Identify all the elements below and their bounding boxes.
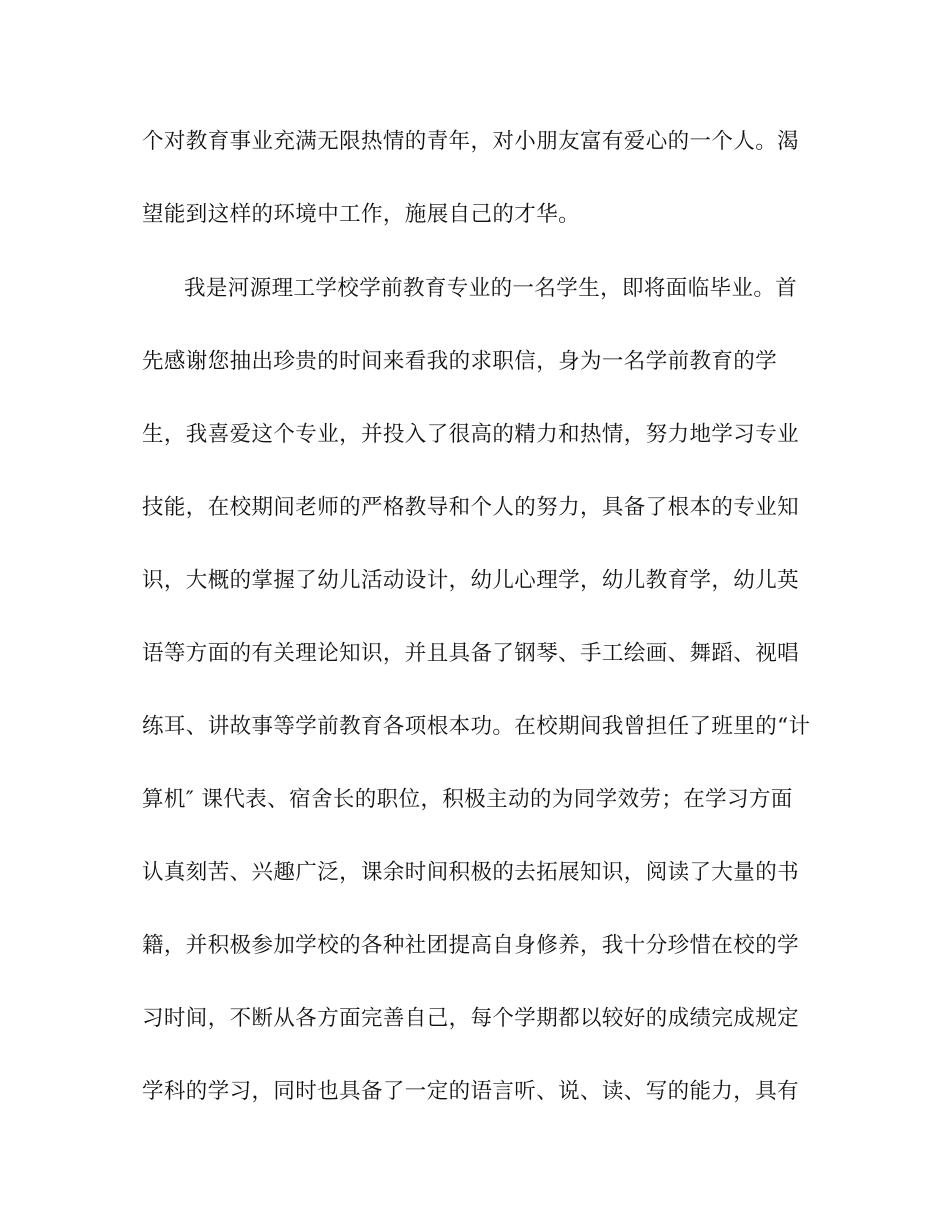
- text-line: 语等方面的有关理论知识，并且具备了钢琴、手工绘画、舞蹈、视唱: [142, 641, 800, 666]
- text-line: 先感谢您抽出珍贵的时间来看我的求职信，身为一名学前教育的学: [142, 349, 778, 374]
- text-line: 算机″ 课代表、宿舍长的职位，积极主动的为同学效劳；在学习方面: [142, 787, 793, 812]
- text-line: 个对教育事业充满无限热情的青年，对小朋友富有爱心的一个人。渴: [142, 129, 800, 154]
- text-line: 识，大概的掌握了幼儿活动设计，幼儿心理学，幼儿教育学，幼儿英: [142, 568, 800, 593]
- text-line: 籍，并积极参加学校的各种社团提高自身修养，我十分珍惜在校的学: [142, 933, 800, 958]
- text-line: 习时间，不断从各方面完善自己，每个学期都以较好的成绩完成规定: [142, 1006, 800, 1031]
- text-line: 技能，在校期间老师的严格教导和个人的努力，具备了根本的专业知: [142, 495, 800, 520]
- text-line: 学科的学习，同时也具备了一定的语言听、说、读、写的能力，具有: [142, 1079, 800, 1104]
- text-line: 望能到这样的环境中工作，施展自己的才华。: [142, 202, 581, 227]
- text-line: 练耳、讲故事等学前教育各项根本功。在校期间我曾担任了班里的“计: [142, 714, 811, 739]
- paragraph-first-line: 我是河源理工学校学前教育专业的一名学生，即将面临毕业。首: [184, 276, 798, 301]
- text-line: 生，我喜爱这个专业，并投入了很高的精力和热情，努力地学习专业: [142, 422, 800, 447]
- text-line: 认真刻苦、兴趣广泛，课余时间积极的去拓展知识，阅读了大量的书: [142, 860, 800, 885]
